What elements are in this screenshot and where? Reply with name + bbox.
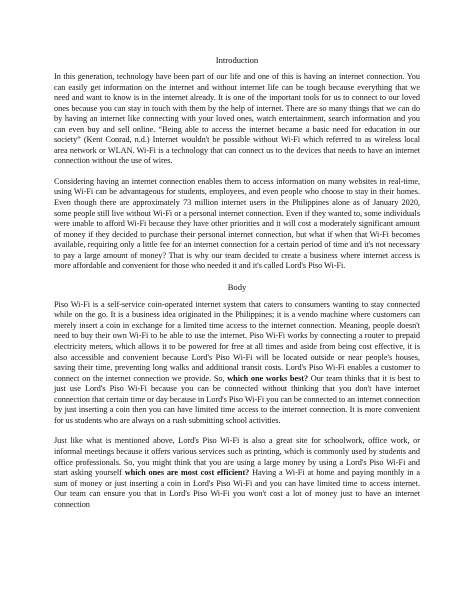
body-paragraph-1-text-b: Our team thinks that it is best to just use Lord's Piso Wi-Fi because you can be connected without thinking that you don't have internet connection that certain time or day because in Lord's Piso Wi-Fi you can be connected to an internet connection by just inserting a coin then you can have limited time access to the internet connection. It is more convenient for us students who are always on a rush submitting school activities. [54, 373, 420, 425]
body-paragraph-2-text-a: Just like what is mentioned above, Lord's Piso Wi-Fi is also a great site for schoolwork, office work, or informal meetings because it offers various services such as printing, which is commonly used by students and office professionals. So, you might think that you are using a large money by using a Lord's Piso Wi-Fi and start asking yourself [54, 436, 420, 478]
body-paragraph-1-text-a: Piso Wi-Fi is a self-service coin-operated internet system that caters to consumers wanting to stay connected while on the go. It is a business idea originated in the Philippines; it is a vendo machine where customers can merely insert a coin in exchange for a limited time access to the internet connection. Meaning, people doesn't need to buy their own Wi-Fi to be able to use the internet. Piso Wi-Fi works by connecting a router to prepaid electricity meters, which allows it to be powered for free at all times and aside from being cost effective, it is also accessible and convenient because Lord's Piso Wi-Fi will be located outside or near people's houses, saving their time, preventing long walks and additional transit costs. Lord's Piso Wi-Fi enables a customer to connect on the internet connection we provide. So, [54, 299, 420, 383]
body-paragraph-2-bold: which ones are most cost efficient? [124, 468, 250, 478]
introduction-heading: Introduction [215, 55, 259, 65]
introduction-paragraph-2: Considering having an internet connection enables them to access information on many websites in real-time, using Wi-Fi can be advantageous for students, employees, and even people who choose to stay in their homes. Even though there are approximately 73 million internet users in the Philippines alone as of January 2020, some people still live without Wi-Fi or a personal internet connection. Even if they wanted to, some individuals were unable to afford Wi-Fi because they have other priorities and it will cost a moderately significant amount of money if they decided to purchase their personal internet connection, but what if when that Wi-Fi becomes available, requiring only a little fee for an internet connection for a certain period of time and it's not necessary to pay a large amount of money? That is why our team decided to create a business where internet access is more affordable and convenient for those who needed it and it's called Lord's Piso Wi-Fi. [54, 176, 420, 271]
body-paragraph-2-text-b: Having a Wi-Fi at home and paying monthly in a sum of money or just inserting a coin in Lord's Piso Wi-Fi and you can have limited time to access internet. Our team can ensure you that in Lord's Piso Wi-Fi you won't cost a lot of money just to have an internet connection [54, 468, 420, 509]
body-heading: Body [227, 281, 247, 292]
body-paragraph-1 [54, 300, 420, 427]
body-paragraph-2 [54, 436, 420, 510]
introduction-paragraph-1: In this generation, technology have been part of our life and one of this is having an internet connection. You can easily get information on the internet and without internet life can be tough because everything that we need and want to know is in the internet already. It is one of the important tools for us to connect to our loved ones because you can stay in touch with them by the help of internet. There are so many things that we can do by having an internet like connecting with your loved ones, watch entertainment, search information and you can even buy and sell online. “Being able to access the internet became a basic need for education in our society” (Kent Conrad, n.d.) Internet wouldn't be possible without Wi-Fi which referred to as wireless local area network or WLAN. Wi-Fi is a technology that can connect us to the devices that needs to have an internet connection without the use of wires. [54, 72, 420, 166]
document-page [54, 55, 420, 520]
body-paragraph-1-bold: which one works best? [227, 373, 309, 383]
